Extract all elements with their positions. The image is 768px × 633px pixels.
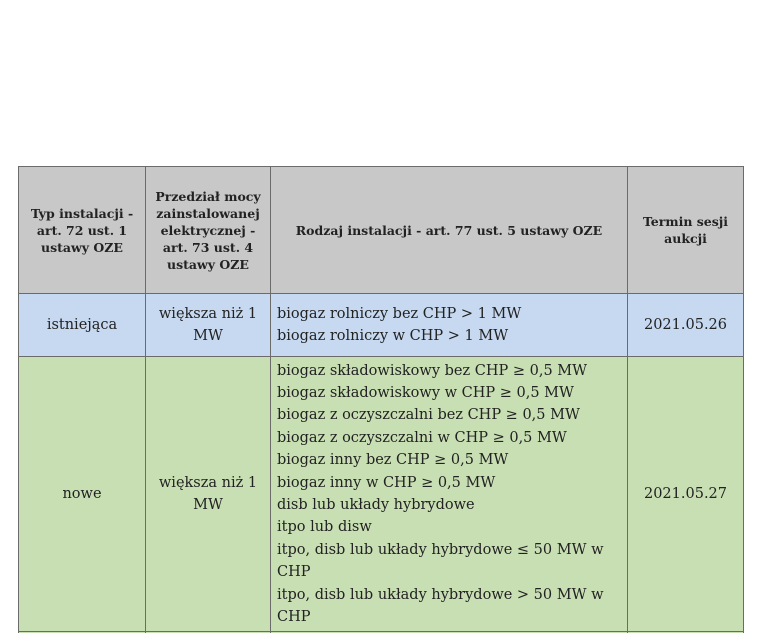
kind-item: biogaz inny bez CHP ≥ 0,5 MW — [277, 452, 509, 469]
table-row — [19, 357, 744, 632]
cell-date: 2021.05.26 — [628, 294, 744, 357]
header-power-range: Przedział mocy zainstalowanej elektrycznej - art. 73 ust. 4 ustawy OZE — [146, 167, 271, 294]
header-auction-date: Termin sesji aukcji — [628, 167, 744, 294]
header-installation-type: Typ instalacji - art. 72 ust. 1 ustawy OZE — [19, 167, 146, 294]
kind-item: biogaz składowiskowy w CHP ≥ 0,5 MW — [277, 384, 574, 401]
kind-item: biogaz z oczyszczalni w CHP ≥ 0,5 MW — [277, 429, 567, 446]
kind-item: disb lub układy hybrydowe — [277, 497, 475, 513]
kind-item: itpo, disb lub układy hybrydowe ≤ 50 MW w CHP — [277, 541, 604, 581]
cell-date: 2021.05.27 — [628, 357, 744, 632]
kind-item: itpo lub disw — [277, 519, 372, 536]
auction-schedule-table — [18, 166, 744, 633]
header-installation-kind: Rodzaj instalacji - art. 77 ust. 5 ustawy OZE — [271, 167, 628, 294]
kind-item: biogaz rolniczy w CHP > 1 MW — [277, 328, 509, 344]
cell-power: większa niż 1 MW — [146, 357, 271, 632]
kind-item: biogaz rolniczy bez CHP > 1 MW — [277, 305, 522, 322]
kind-item: biogaz inny w CHP ≥ 0,5 MW — [277, 474, 496, 491]
cell-power: większa niż 1 MW — [146, 294, 271, 357]
table-row — [19, 294, 744, 357]
cell-type: nowe — [19, 357, 146, 632]
kind-item: biogaz z oczyszczalni bez CHP ≥ 0,5 MW — [277, 407, 580, 424]
cell-type: istniejąca — [19, 294, 146, 357]
auction-table-container — [18, 166, 743, 633]
kind-item: biogaz składowiskowy bez CHP ≥ 0,5 MW — [277, 362, 588, 379]
table-header-row — [19, 167, 744, 294]
cell-kinds — [271, 294, 628, 357]
kind-item: itpo, disb lub układy hybrydowe > 50 MW w CHP — [277, 586, 604, 626]
cell-kinds — [271, 357, 628, 632]
